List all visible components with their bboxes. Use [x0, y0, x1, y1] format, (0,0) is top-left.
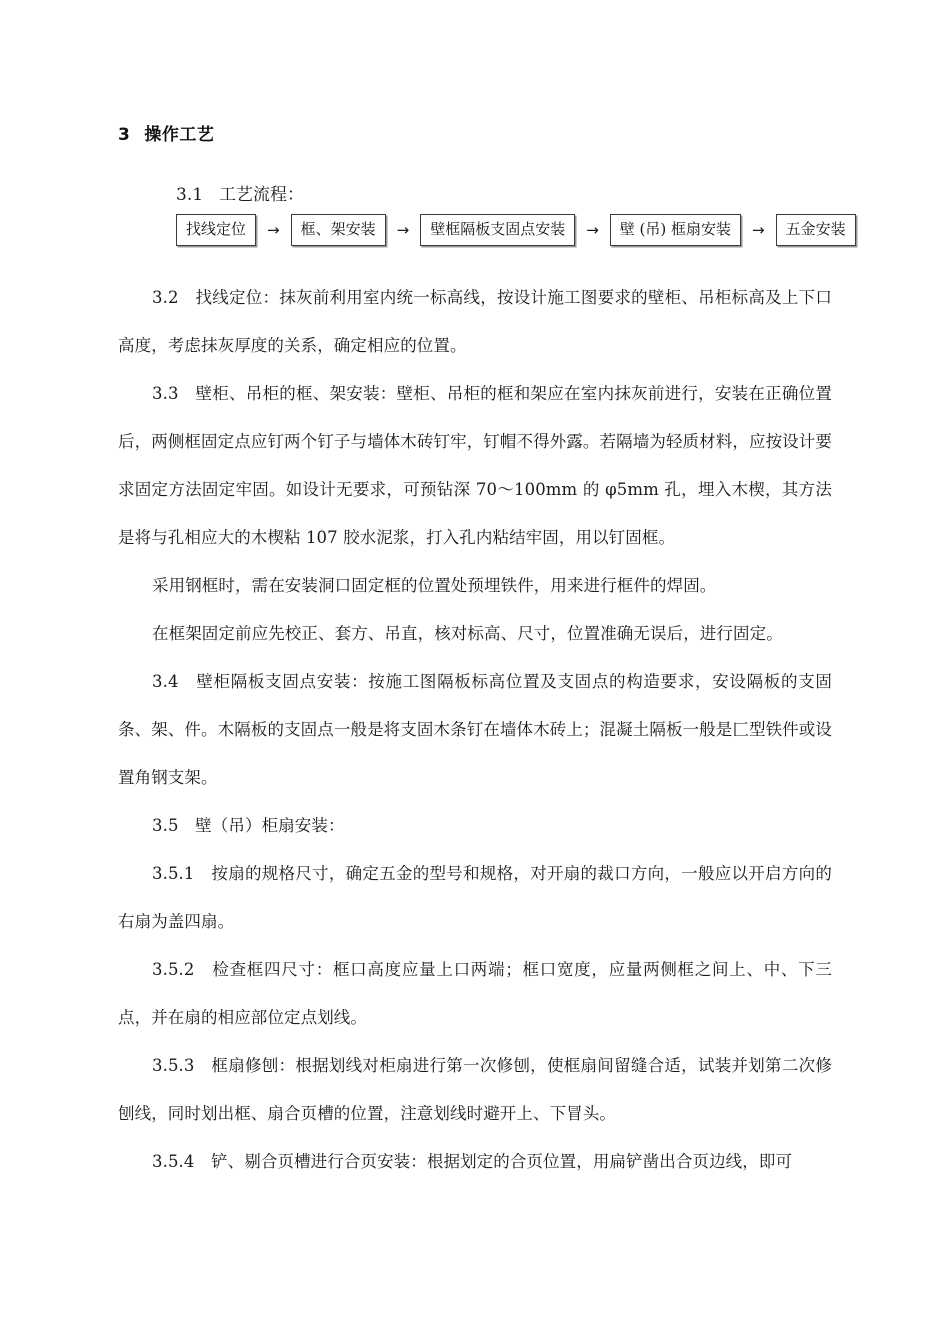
- flow-arrow-icon-1: →: [267, 220, 280, 239]
- subsection-heading: [176, 180, 304, 205]
- paragraph-3-5-4: 3.5.4 铲、剔合页槽进行合页安装：根据划定的合页位置，用扁铲凿出合页边线，即可: [152, 1152, 793, 1171]
- flow-step-5: 五金安装: [776, 214, 856, 246]
- flow-step-2: 框、架安装: [291, 214, 386, 246]
- page-title: [118, 120, 214, 145]
- subsection-title: 工艺流程：: [219, 185, 305, 205]
- paragraph-3-5-2: 3.5.2 检查框四尺寸：框口高度应量上口两端；框口宽度，应量两侧框之间上、中、下三点，并在扇的相应部位定点划线。: [118, 960, 832, 1027]
- flow-step-1: 找线定位: [176, 214, 256, 246]
- flow-step-4: 壁 (吊) 框扇安装: [610, 214, 741, 246]
- paragraph-3-2: 3.2 找线定位：抹灰前利用室内统一标高线，按设计施工图要求的壁柜、吊柜标高及上下口高度，考虑抹灰厚度的关系，确定相应的位置。: [118, 288, 832, 355]
- flow-arrow-icon-2: →: [396, 220, 410, 239]
- paragraph-3-5-1: 3.5.1 按扇的规格尺寸，确定五金的型号和规格，对开扇的裁口方向，一般应以开启方向的右扇为盖四扇。: [118, 864, 832, 931]
- document-body: [118, 274, 832, 1186]
- flow-arrow-icon-4: →: [752, 220, 765, 239]
- subsection-number: 3.1: [176, 185, 204, 205]
- paragraph-frame-fix: 在框架固定前应先校正、套方、吊直，核对标高、尺寸，位置准确无误后，进行固定。: [152, 624, 783, 643]
- process-flowchart: [176, 212, 856, 248]
- section-title: 操作工艺: [144, 125, 215, 145]
- paragraph-3-3: 3.3 壁柜、吊柜的框、架安装：壁柜、吊柜的框和架应在室内抹灰前进行，安装在正确位置后，两侧框固定点应钉两个钉子与墙体木砖钉牢，钉帽不得外露。若隔墙为轻质材料，应按设计要求固定方法固定牢固。如设计无要求，可预钻深 70～100mm 的 φ5mm 孔，埋入木楔，其方法是将与孔相应大的木楔粘 107 胶水泥浆，打入孔内粘结牢固，用以钉固框。: [118, 384, 832, 547]
- paragraph-3-5-3: 3.5.3 框扇修刨：根据划线对柜扇进行第一次修刨，使框扇间留缝合适，试装并划第二次修刨线，同时划出框、扇合页槽的位置，注意划线时避开上、下冒头。: [118, 1056, 832, 1123]
- paragraph-3-5: 3.5 壁（吊）柜扇安装：: [152, 816, 345, 835]
- paragraph-3-4: 3.4 壁柜隔板支固点安装：按施工图隔板标高位置及支固点的构造要求，安设隔板的支固条、架、件。木隔板的支固点一般是将支固木条钉在墙体木砖上；混凝土隔板一般是匚型铁件或设置角钢支架。: [118, 672, 832, 787]
- flow-step-3: 壁框隔板支固点安装: [420, 214, 575, 246]
- flow-arrow-icon-3: →: [586, 220, 599, 239]
- paragraph-steel-frame: 采用钢框时，需在安装洞口固定框的位置处预埋铁件，用来进行框件的焊固。: [152, 576, 717, 595]
- section-number: 3: [118, 125, 131, 145]
